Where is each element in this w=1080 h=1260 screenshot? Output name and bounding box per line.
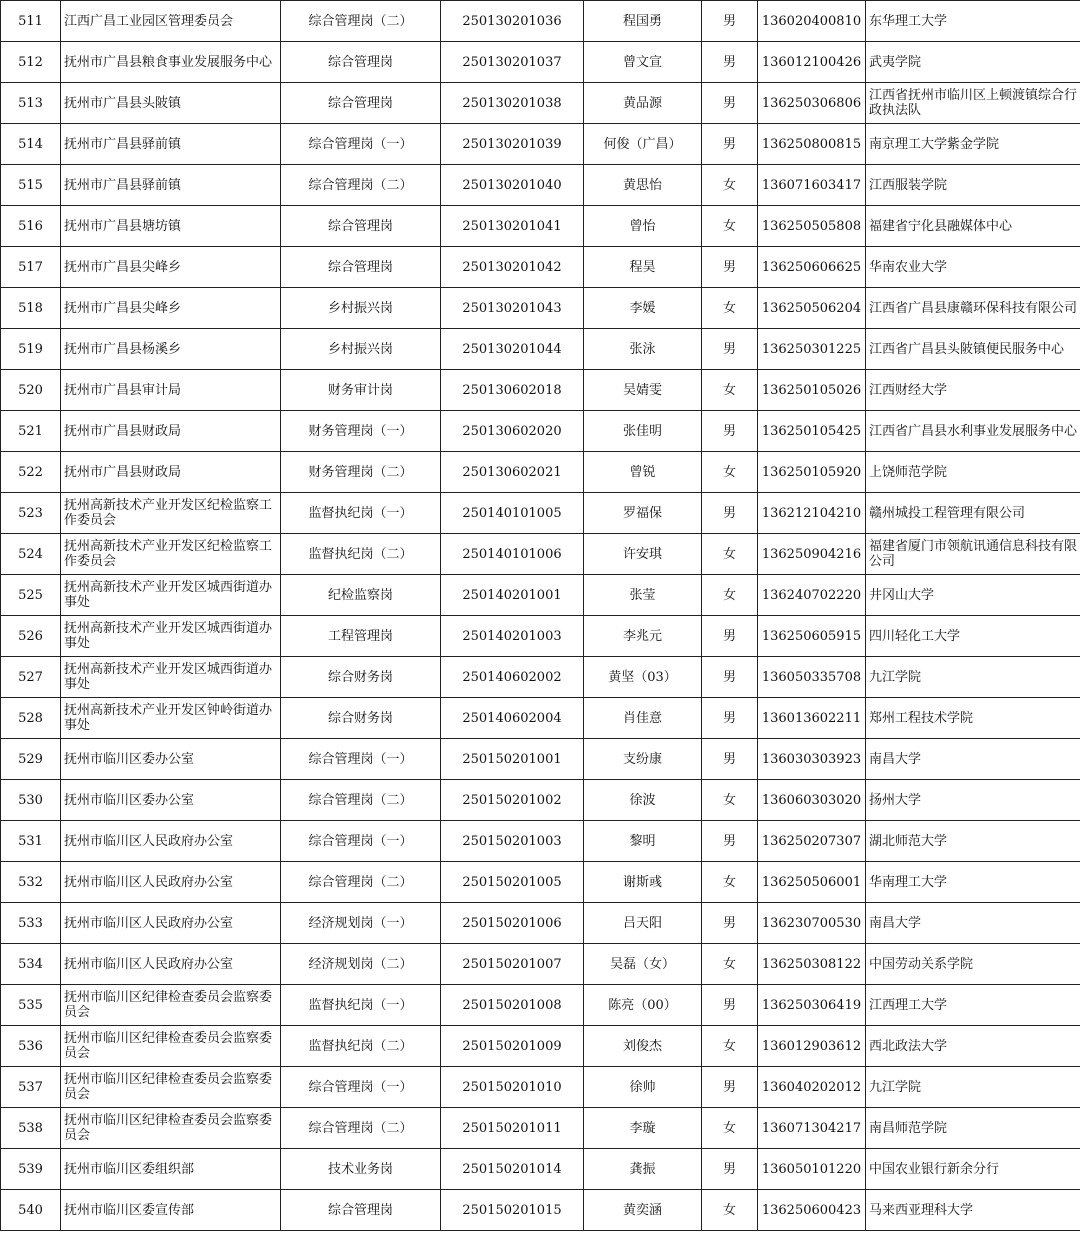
ticket-number-cell: 136212104210 xyxy=(758,493,866,534)
position-code-cell: 250140101005 xyxy=(441,493,584,534)
unit-cell: 抚州市临川区委办公室 xyxy=(61,780,281,821)
school-or-employer-cell: 西北政法大学 xyxy=(866,1026,1080,1067)
position-cell: 综合管理岗（二） xyxy=(281,780,441,821)
position-code-cell: 250150201002 xyxy=(441,780,584,821)
gender-cell: 男 xyxy=(702,83,758,124)
position-code-cell: 250130201037 xyxy=(441,42,584,83)
school-or-employer-cell: 中国劳动关系学院 xyxy=(866,944,1080,985)
position-cell: 经济规划岗（二） xyxy=(281,944,441,985)
school-or-employer-cell: 江西省广昌县康赣环保科技有限公司 xyxy=(866,288,1080,329)
gender-cell: 男 xyxy=(702,42,758,83)
position-cell: 综合管理岗 xyxy=(281,83,441,124)
ticket-number-cell: 136071603417 xyxy=(758,165,866,206)
table-row xyxy=(1,985,1080,1026)
row-number-cell: 517 xyxy=(1,247,61,288)
position-code-cell: 250150201014 xyxy=(441,1149,584,1190)
table-row xyxy=(1,1149,1080,1190)
unit-cell: 抚州市临川区委办公室 xyxy=(61,739,281,780)
unit-cell: 抚州市广昌县头陂镇 xyxy=(61,83,281,124)
name-cell: 张泳 xyxy=(584,329,702,370)
school-or-employer-cell: 中国农业银行新余分行 xyxy=(866,1149,1080,1190)
row-number-cell: 522 xyxy=(1,452,61,493)
ticket-number-cell: 136250506001 xyxy=(758,862,866,903)
name-cell: 程昊 xyxy=(584,247,702,288)
table-row xyxy=(1,616,1080,657)
position-cell: 综合管理岗 xyxy=(281,247,441,288)
ticket-number-cell: 136250506204 xyxy=(758,288,866,329)
school-or-employer-cell: 郑州工程技术学院 xyxy=(866,698,1080,739)
unit-cell: 抚州市临川区委宣传部 xyxy=(61,1190,281,1231)
row-number-cell: 513 xyxy=(1,83,61,124)
table-row xyxy=(1,329,1080,370)
unit-cell: 抚州市临川区人民政府办公室 xyxy=(61,862,281,903)
position-cell: 综合管理岗（二） xyxy=(281,165,441,206)
position-code-cell: 250150201010 xyxy=(441,1067,584,1108)
position-code-cell: 250130201042 xyxy=(441,247,584,288)
row-number-cell: 539 xyxy=(1,1149,61,1190)
position-code-cell: 250140602002 xyxy=(441,657,584,698)
position-code-cell: 250130602020 xyxy=(441,411,584,452)
name-cell: 黄思怡 xyxy=(584,165,702,206)
name-cell: 徐帅 xyxy=(584,1067,702,1108)
unit-cell: 抚州市广昌县财政局 xyxy=(61,452,281,493)
ticket-number-cell: 136250306806 xyxy=(758,83,866,124)
table-row xyxy=(1,370,1080,411)
table-row xyxy=(1,1,1080,42)
table-row xyxy=(1,288,1080,329)
ticket-number-cell: 136071304217 xyxy=(758,1108,866,1149)
gender-cell: 女 xyxy=(702,1190,758,1231)
position-code-cell: 250130602018 xyxy=(441,370,584,411)
table-row xyxy=(1,903,1080,944)
school-or-employer-cell: 华南理工大学 xyxy=(866,862,1080,903)
gender-cell: 女 xyxy=(702,1108,758,1149)
gender-cell: 女 xyxy=(702,452,758,493)
ticket-number-cell: 136250306419 xyxy=(758,985,866,1026)
position-cell: 综合财务岗 xyxy=(281,698,441,739)
position-cell: 综合管理岗 xyxy=(281,42,441,83)
row-number-cell: 525 xyxy=(1,575,61,616)
position-cell: 经济规划岗（一） xyxy=(281,903,441,944)
table-row xyxy=(1,83,1080,124)
row-number-cell: 526 xyxy=(1,616,61,657)
unit-cell: 抚州市广昌县塘坊镇 xyxy=(61,206,281,247)
position-code-cell: 250150201008 xyxy=(441,985,584,1026)
position-cell: 综合管理岗（二） xyxy=(281,862,441,903)
ticket-number-cell: 136240702220 xyxy=(758,575,866,616)
name-cell: 何俊（广昌） xyxy=(584,124,702,165)
table-row xyxy=(1,493,1080,534)
row-number-cell: 531 xyxy=(1,821,61,862)
table-row xyxy=(1,124,1080,165)
unit-cell: 抚州市临川区人民政府办公室 xyxy=(61,944,281,985)
name-cell: 吴磊（女） xyxy=(584,944,702,985)
table-row xyxy=(1,657,1080,698)
ticket-number-cell: 136250207307 xyxy=(758,821,866,862)
position-cell: 监督执纪岗（二） xyxy=(281,1026,441,1067)
position-code-cell: 250140201001 xyxy=(441,575,584,616)
table-row xyxy=(1,206,1080,247)
gender-cell: 男 xyxy=(702,247,758,288)
school-or-employer-cell: 南昌师范学院 xyxy=(866,1108,1080,1149)
name-cell: 曾文宣 xyxy=(584,42,702,83)
name-cell: 谢斯彧 xyxy=(584,862,702,903)
school-or-employer-cell: 南京理工大学紫金学院 xyxy=(866,124,1080,165)
position-cell: 综合管理岗 xyxy=(281,1190,441,1231)
position-code-cell: 250130201036 xyxy=(441,1,584,42)
position-cell: 综合管理岗（一） xyxy=(281,1067,441,1108)
school-or-employer-cell: 福建省厦门市领航讯通信息科技有限公司 xyxy=(866,534,1080,575)
school-or-employer-cell: 华南农业大学 xyxy=(866,247,1080,288)
school-or-employer-cell: 南昌大学 xyxy=(866,739,1080,780)
position-cell: 综合管理岗（二） xyxy=(281,1,441,42)
ticket-number-cell: 136250308122 xyxy=(758,944,866,985)
position-cell: 财务管理岗（一） xyxy=(281,411,441,452)
ticket-number-cell: 136250605915 xyxy=(758,616,866,657)
unit-cell: 抚州市广昌县驿前镇 xyxy=(61,124,281,165)
table-row xyxy=(1,165,1080,206)
position-code-cell: 250150201011 xyxy=(441,1108,584,1149)
gender-cell: 男 xyxy=(702,985,758,1026)
position-code-cell: 250150201009 xyxy=(441,1026,584,1067)
row-number-cell: 523 xyxy=(1,493,61,534)
position-code-cell: 250150201007 xyxy=(441,944,584,985)
unit-cell: 抚州高新技术产业开发区纪检监察工作委员会 xyxy=(61,493,281,534)
position-code-cell: 250150201006 xyxy=(441,903,584,944)
ticket-number-cell: 136012100426 xyxy=(758,42,866,83)
name-cell: 肖佳意 xyxy=(584,698,702,739)
gender-cell: 男 xyxy=(702,657,758,698)
unit-cell: 抚州高新技术产业开发区钟岭街道办事处 xyxy=(61,698,281,739)
position-cell: 综合管理岗 xyxy=(281,206,441,247)
school-or-employer-cell: 江西财经大学 xyxy=(866,370,1080,411)
ticket-number-cell: 136013602211 xyxy=(758,698,866,739)
position-code-cell: 250130201039 xyxy=(441,124,584,165)
name-cell: 支纷康 xyxy=(584,739,702,780)
name-cell: 李兆元 xyxy=(584,616,702,657)
table-row xyxy=(1,698,1080,739)
row-number-cell: 512 xyxy=(1,42,61,83)
ticket-number-cell: 136030303923 xyxy=(758,739,866,780)
position-code-cell: 250140101006 xyxy=(441,534,584,575)
gender-cell: 女 xyxy=(702,862,758,903)
gender-cell: 男 xyxy=(702,616,758,657)
gender-cell: 男 xyxy=(702,698,758,739)
row-number-cell: 520 xyxy=(1,370,61,411)
name-cell: 龚振 xyxy=(584,1149,702,1190)
school-or-employer-cell: 井冈山大学 xyxy=(866,575,1080,616)
gender-cell: 女 xyxy=(702,288,758,329)
row-number-cell: 534 xyxy=(1,944,61,985)
unit-cell: 抚州市广昌县尖峰乡 xyxy=(61,288,281,329)
school-or-employer-cell: 江西理工大学 xyxy=(866,985,1080,1026)
ticket-number-cell: 136230700530 xyxy=(758,903,866,944)
row-number-cell: 511 xyxy=(1,1,61,42)
position-code-cell: 250130201040 xyxy=(441,165,584,206)
position-cell: 综合管理岗（二） xyxy=(281,1108,441,1149)
position-code-cell: 250130201041 xyxy=(441,206,584,247)
unit-cell: 抚州市广昌县粮食事业发展服务中心 xyxy=(61,42,281,83)
position-code-cell: 250130201038 xyxy=(441,83,584,124)
position-cell: 监督执纪岗（二） xyxy=(281,534,441,575)
name-cell: 黄奕涵 xyxy=(584,1190,702,1231)
gender-cell: 女 xyxy=(702,206,758,247)
name-cell: 张莹 xyxy=(584,575,702,616)
unit-cell: 抚州市广昌县财政局 xyxy=(61,411,281,452)
row-number-cell: 527 xyxy=(1,657,61,698)
school-or-employer-cell: 上饶师范学院 xyxy=(866,452,1080,493)
position-code-cell: 250130602021 xyxy=(441,452,584,493)
school-or-employer-cell: 九江学院 xyxy=(866,1067,1080,1108)
table-row xyxy=(1,780,1080,821)
gender-cell: 男 xyxy=(702,739,758,780)
table-row xyxy=(1,247,1080,288)
table-row xyxy=(1,452,1080,493)
row-number-cell: 515 xyxy=(1,165,61,206)
school-or-employer-cell: 扬州大学 xyxy=(866,780,1080,821)
unit-cell: 抚州市临川区纪律检查委员会监察委员会 xyxy=(61,1108,281,1149)
row-number-cell: 538 xyxy=(1,1108,61,1149)
gender-cell: 男 xyxy=(702,1067,758,1108)
row-number-cell: 532 xyxy=(1,862,61,903)
table-row xyxy=(1,739,1080,780)
name-cell: 李媛 xyxy=(584,288,702,329)
position-cell: 技术业务岗 xyxy=(281,1149,441,1190)
unit-cell: 抚州市临川区委组织部 xyxy=(61,1149,281,1190)
gender-cell: 女 xyxy=(702,575,758,616)
name-cell: 李璇 xyxy=(584,1108,702,1149)
name-cell: 黎明 xyxy=(584,821,702,862)
row-number-cell: 524 xyxy=(1,534,61,575)
position-code-cell: 250140201003 xyxy=(441,616,584,657)
unit-cell: 抚州高新技术产业开发区城西街道办事处 xyxy=(61,575,281,616)
unit-cell: 抚州市广昌县审计局 xyxy=(61,370,281,411)
ticket-number-cell: 136250105425 xyxy=(758,411,866,452)
row-number-cell: 518 xyxy=(1,288,61,329)
gender-cell: 女 xyxy=(702,1026,758,1067)
table-row xyxy=(1,534,1080,575)
gender-cell: 男 xyxy=(702,493,758,534)
school-or-employer-cell: 赣州城投工程管理有限公司 xyxy=(866,493,1080,534)
school-or-employer-cell: 武夷学院 xyxy=(866,42,1080,83)
position-cell: 监督执纪岗（一） xyxy=(281,493,441,534)
ticket-number-cell: 136250800815 xyxy=(758,124,866,165)
name-cell: 曾锐 xyxy=(584,452,702,493)
ticket-number-cell: 136012903612 xyxy=(758,1026,866,1067)
name-cell: 陈亮（00） xyxy=(584,985,702,1026)
row-number-cell: 529 xyxy=(1,739,61,780)
school-or-employer-cell: 湖北师范大学 xyxy=(866,821,1080,862)
ticket-number-cell: 136040202012 xyxy=(758,1067,866,1108)
position-code-cell: 250150201015 xyxy=(441,1190,584,1231)
school-or-employer-cell: 江西服装学院 xyxy=(866,165,1080,206)
unit-cell: 抚州高新技术产业开发区纪检监察工作委员会 xyxy=(61,534,281,575)
school-or-employer-cell: 福建省宁化县融媒体中心 xyxy=(866,206,1080,247)
row-number-cell: 535 xyxy=(1,985,61,1026)
ticket-number-cell: 136250105920 xyxy=(758,452,866,493)
row-number-cell: 530 xyxy=(1,780,61,821)
school-or-employer-cell: 四川轻化工大学 xyxy=(866,616,1080,657)
unit-cell: 抚州市临川区人民政府办公室 xyxy=(61,903,281,944)
name-cell: 张佳明 xyxy=(584,411,702,452)
gender-cell: 男 xyxy=(702,1,758,42)
unit-cell: 抚州市广昌县杨溪乡 xyxy=(61,329,281,370)
unit-cell: 江西广昌工业园区管理委员会 xyxy=(61,1,281,42)
gender-cell: 男 xyxy=(702,329,758,370)
ticket-number-cell: 136250301225 xyxy=(758,329,866,370)
row-number-cell: 537 xyxy=(1,1067,61,1108)
position-cell: 工程管理岗 xyxy=(281,616,441,657)
position-cell: 乡村振兴岗 xyxy=(281,288,441,329)
row-number-cell: 536 xyxy=(1,1026,61,1067)
school-or-employer-cell: 江西省抚州市临川区上顿渡镇综合行政执法队 xyxy=(866,83,1080,124)
name-cell: 黄坚（03） xyxy=(584,657,702,698)
table-row xyxy=(1,42,1080,83)
table-row xyxy=(1,862,1080,903)
position-cell: 财务审计岗 xyxy=(281,370,441,411)
gender-cell: 女 xyxy=(702,534,758,575)
unit-cell: 抚州高新技术产业开发区城西街道办事处 xyxy=(61,657,281,698)
gender-cell: 男 xyxy=(702,124,758,165)
table-row xyxy=(1,821,1080,862)
unit-cell: 抚州市广昌县驿前镇 xyxy=(61,165,281,206)
position-code-cell: 250150201003 xyxy=(441,821,584,862)
table-row xyxy=(1,575,1080,616)
row-number-cell: 540 xyxy=(1,1190,61,1231)
position-cell: 综合财务岗 xyxy=(281,657,441,698)
table-body xyxy=(1,1,1080,1231)
unit-cell: 抚州市临川区纪律检查委员会监察委员会 xyxy=(61,1026,281,1067)
table-row xyxy=(1,1108,1080,1149)
unit-cell: 抚州市临川区人民政府办公室 xyxy=(61,821,281,862)
table-row xyxy=(1,944,1080,985)
name-cell: 程国勇 xyxy=(584,1,702,42)
school-or-employer-cell: 江西省广昌县头陂镇便民服务中心 xyxy=(866,329,1080,370)
ticket-number-cell: 136050335708 xyxy=(758,657,866,698)
gender-cell: 女 xyxy=(702,370,758,411)
ticket-number-cell: 136250904216 xyxy=(758,534,866,575)
gender-cell: 男 xyxy=(702,1149,758,1190)
ticket-number-cell: 136250600423 xyxy=(758,1190,866,1231)
position-code-cell: 250150201001 xyxy=(441,739,584,780)
row-number-cell: 514 xyxy=(1,124,61,165)
row-number-cell: 521 xyxy=(1,411,61,452)
position-cell: 监督执纪岗（一） xyxy=(281,985,441,1026)
gender-cell: 男 xyxy=(702,821,758,862)
row-number-cell: 519 xyxy=(1,329,61,370)
ticket-number-cell: 136250505808 xyxy=(758,206,866,247)
name-cell: 黄品源 xyxy=(584,83,702,124)
position-code-cell: 250140602004 xyxy=(441,698,584,739)
gender-cell: 女 xyxy=(702,165,758,206)
position-cell: 综合管理岗（一） xyxy=(281,739,441,780)
school-or-employer-cell: 九江学院 xyxy=(866,657,1080,698)
position-cell: 纪检监察岗 xyxy=(281,575,441,616)
table-row xyxy=(1,1190,1080,1231)
name-cell: 许安琪 xyxy=(584,534,702,575)
gender-cell: 男 xyxy=(702,411,758,452)
row-number-cell: 533 xyxy=(1,903,61,944)
gender-cell: 女 xyxy=(702,780,758,821)
unit-cell: 抚州市临川区纪律检查委员会监察委员会 xyxy=(61,1067,281,1108)
position-code-cell: 250130201044 xyxy=(441,329,584,370)
ticket-number-cell: 136020400810 xyxy=(758,1,866,42)
ticket-number-cell: 136250606625 xyxy=(758,247,866,288)
ticket-number-cell: 136250105026 xyxy=(758,370,866,411)
name-cell: 吴婧雯 xyxy=(584,370,702,411)
position-cell: 财务管理岗（二） xyxy=(281,452,441,493)
row-number-cell: 516 xyxy=(1,206,61,247)
school-or-employer-cell: 马来西亚理科大学 xyxy=(866,1190,1080,1231)
school-or-employer-cell: 东华理工大学 xyxy=(866,1,1080,42)
position-code-cell: 250150201005 xyxy=(441,862,584,903)
table-row xyxy=(1,411,1080,452)
table-row xyxy=(1,1067,1080,1108)
position-cell: 综合管理岗（一） xyxy=(281,821,441,862)
name-cell: 罗福保 xyxy=(584,493,702,534)
name-cell: 曾怡 xyxy=(584,206,702,247)
row-number-cell: 528 xyxy=(1,698,61,739)
gender-cell: 女 xyxy=(702,944,758,985)
school-or-employer-cell: 南昌大学 xyxy=(866,903,1080,944)
name-cell: 徐波 xyxy=(584,780,702,821)
unit-cell: 抚州市临川区纪律检查委员会监察委员会 xyxy=(61,985,281,1026)
position-code-cell: 250130201043 xyxy=(441,288,584,329)
table-row xyxy=(1,1026,1080,1067)
unit-cell: 抚州市广昌县尖峰乡 xyxy=(61,247,281,288)
position-cell: 乡村振兴岗 xyxy=(281,329,441,370)
unit-cell: 抚州高新技术产业开发区城西街道办事处 xyxy=(61,616,281,657)
ticket-number-cell: 136060303020 xyxy=(758,780,866,821)
name-cell: 刘俊杰 xyxy=(584,1026,702,1067)
ticket-number-cell: 136050101220 xyxy=(758,1149,866,1190)
position-cell: 综合管理岗（一） xyxy=(281,124,441,165)
gender-cell: 男 xyxy=(702,903,758,944)
name-cell: 吕天阳 xyxy=(584,903,702,944)
school-or-employer-cell: 江西省广昌县水利事业发展服务中心 xyxy=(866,411,1080,452)
